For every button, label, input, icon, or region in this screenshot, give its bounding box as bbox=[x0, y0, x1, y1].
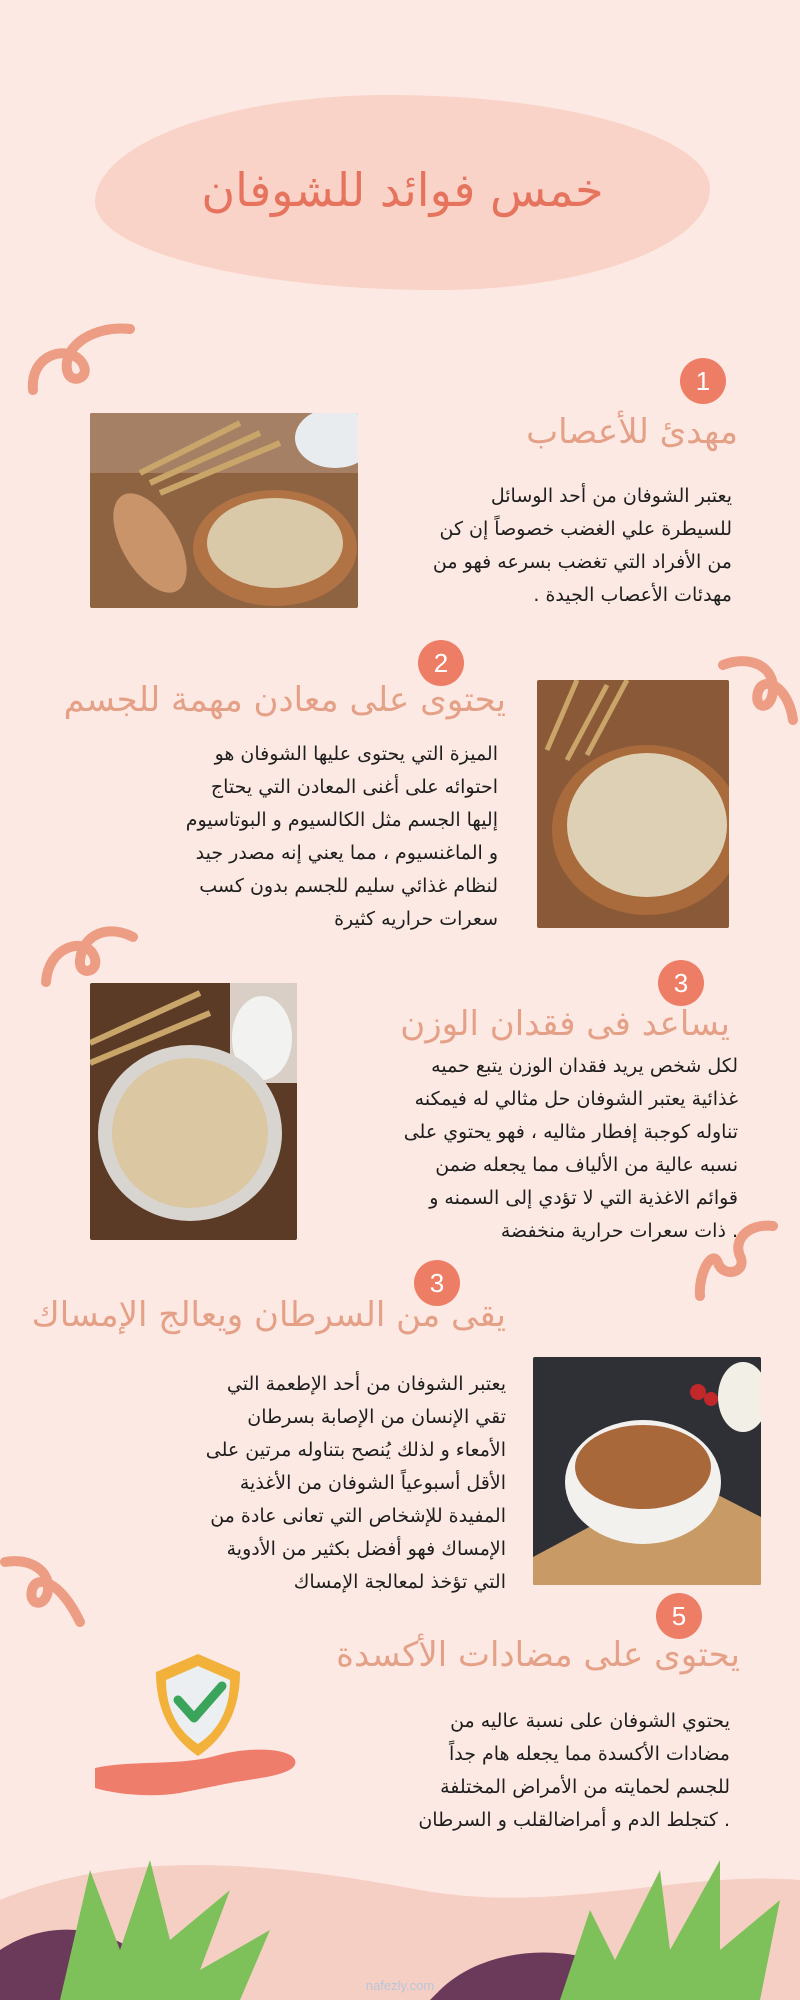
section-text bbox=[78, 738, 498, 936]
section-heading: مهدئ للأعصاب bbox=[526, 412, 738, 452]
section-text bbox=[352, 480, 732, 612]
text-line: قوائم الاغذية التي لا تؤدي إلى السمنه و bbox=[429, 1187, 738, 1209]
text-line: احتوائه على أغنى المعادن التي يحتاج bbox=[210, 776, 498, 798]
oat-bowl-image bbox=[90, 413, 358, 608]
text-line: من الأفراد التي تغضب بسرعه فهو من bbox=[432, 551, 732, 573]
text-line: . كتجلط الدم و أمراضالقلب و السرطان bbox=[418, 1809, 730, 1831]
plants-decoration bbox=[0, 1800, 800, 2000]
text-line: و الماغنسيوم ، مما يعني إنه مصدر جيد bbox=[195, 842, 498, 864]
watermark: nafezly.com bbox=[365, 1978, 435, 1993]
text-line: الأقل أسبوعياً الشوفان من الأغذية bbox=[239, 1472, 506, 1494]
text-line: . ذات سعرات حرارية منخفضة bbox=[500, 1220, 738, 1242]
section-number: 2 bbox=[418, 640, 464, 686]
text-line: سعرات حراريه كثيرة bbox=[334, 908, 498, 930]
text-line: نسبه عالية من الألياف مما يجعله ضمن bbox=[435, 1154, 738, 1176]
text-line: يحتوي الشوفان على نسبة عاليه من bbox=[450, 1710, 730, 1732]
shield-hand-icon bbox=[90, 1648, 300, 1808]
section-heading: يقى من السرطان ويعالج الإمساك bbox=[31, 1295, 506, 1335]
squiggle-decoration bbox=[718, 650, 800, 740]
text-line: المفيدة للإشخاص التي تعانى عادة من bbox=[210, 1505, 506, 1527]
text-line: إليها الجسم مثل الكالسيوم و البوتاسيوم bbox=[185, 809, 498, 831]
section-number: 3 bbox=[658, 960, 704, 1006]
text-line: يعتبر الشوفان من أحد الإطعمة التي bbox=[226, 1373, 506, 1395]
section-heading: يساعد فى فقدان الوزن bbox=[400, 1004, 730, 1044]
granola-bowl-image bbox=[533, 1357, 761, 1585]
text-line: تناوله كوجبة إفطار مثاليه ، فهو يحتوي على bbox=[403, 1121, 738, 1143]
text-line: الأمعاء و لذلك يُنصح بتناوله مرتين على bbox=[205, 1439, 506, 1461]
squiggle-decoration bbox=[25, 315, 140, 395]
section-number: 5 bbox=[656, 1593, 702, 1639]
text-line: مهدئات الأعصاب الجيدة . bbox=[533, 584, 732, 606]
section-text bbox=[86, 1368, 506, 1599]
text-line: مضادات الأكسدة مما يجعله هام جداً bbox=[448, 1743, 730, 1765]
text-line: يعتبر الشوفان من أحد الوسائل bbox=[490, 485, 732, 507]
text-line: الميزة التي يحتوى عليها الشوفان هو bbox=[214, 743, 498, 765]
text-line: للجسم لحمايته من الأمراض المختلفة bbox=[440, 1776, 730, 1798]
section-heading: يحتوى على معادن مهمة للجسم bbox=[63, 680, 506, 720]
section-heading: يحتوى على مضادات الأكسدة bbox=[336, 1635, 740, 1675]
text-line: لكل شخص يريد فقدان الوزن يتبع حميه bbox=[431, 1055, 738, 1077]
section-text bbox=[318, 1050, 738, 1248]
squiggle-decoration bbox=[0, 1550, 90, 1630]
text-line: للسيطرة علي الغضب خصوصاً إن كن bbox=[439, 518, 732, 540]
page-title: خمس فوائد للشوفان bbox=[201, 163, 604, 217]
oat-bowl-image bbox=[537, 680, 729, 928]
text-line: تقي الإنسان من الإصابة بسرطان bbox=[247, 1406, 506, 1428]
section-number: 1 bbox=[680, 358, 726, 404]
text-line: الإمساك فهو أفضل بكثير من الأدوية bbox=[226, 1538, 506, 1560]
text-line: التي تؤخذ لمعالجة الإمساك bbox=[293, 1571, 506, 1593]
oat-bowl-image bbox=[90, 983, 297, 1240]
text-line: غذائية يعتبر الشوفان حل مثالي له فيمكنه bbox=[414, 1088, 738, 1110]
section-number: 3 bbox=[414, 1260, 460, 1306]
text-line: لنظام غذائي سليم للجسم بدون كسب bbox=[199, 875, 498, 897]
